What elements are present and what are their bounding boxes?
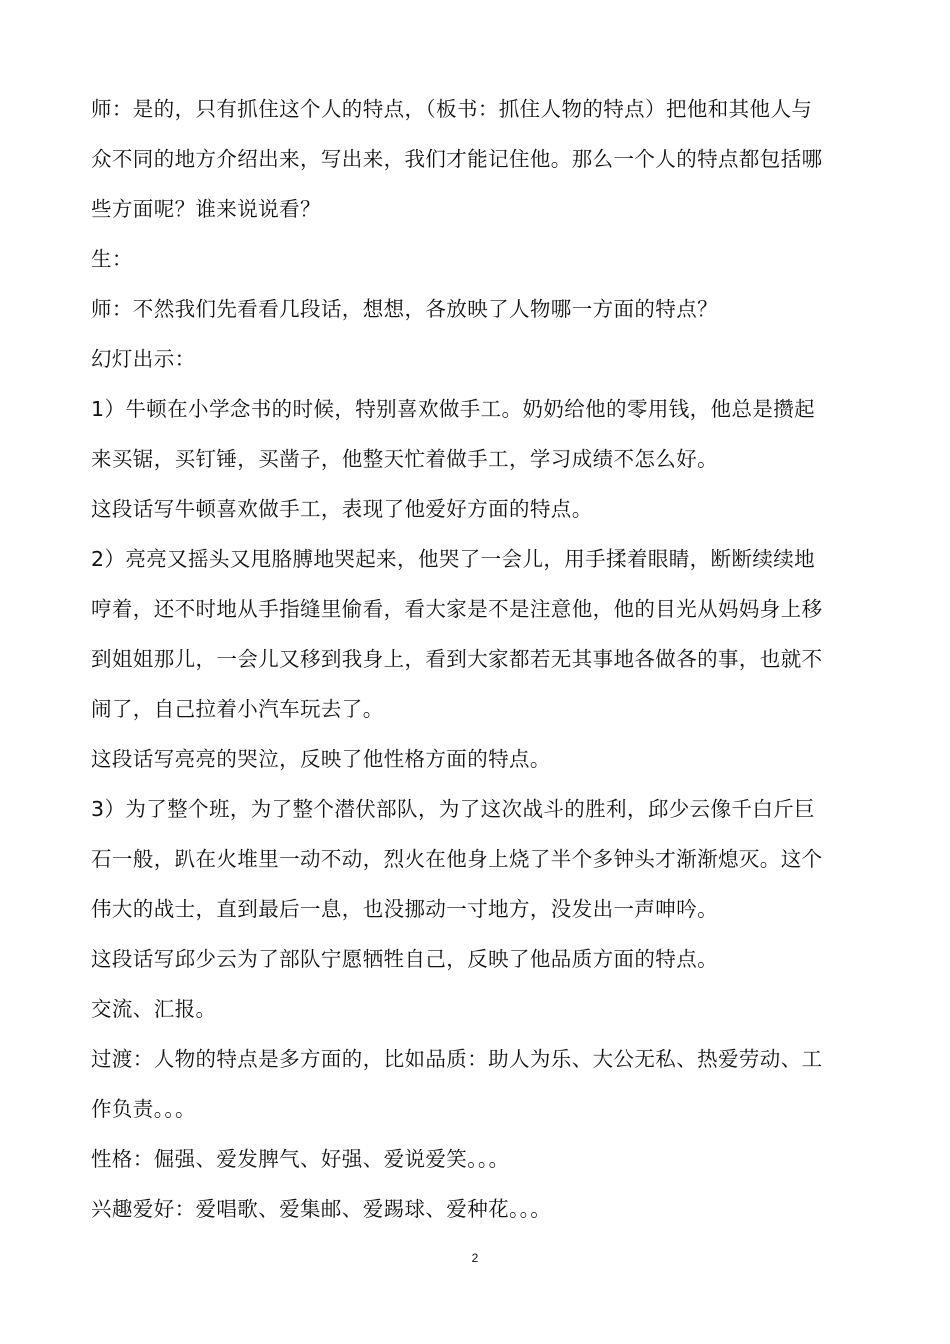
text-line: 兴趣爱好：爱唱歌、爱集邮、爱踢球、爱种花。。。 (91, 1197, 552, 1221)
text-line: 1）牛顿在小学念书的时候，特别喜欢做手工。奶奶给他的零用钱，他总是攒起 (91, 397, 816, 421)
text-line: 石一般，趴在火堆里一动不动，烈火在他身上烧了半个多钟头才渐渐熄灭。这个 (91, 847, 823, 871)
text-line: 哼着，还不时地从手指缝里偷看，看大家是不是注意他，他的目光从妈妈身上移 (91, 597, 823, 621)
text-line: 师：是的，只有抓住这个人的特点，（板书：抓住人物的特点）把他和其他人与 (91, 97, 813, 121)
text-line: 这段话写邱少云为了部队宁愿牺牲自己，反映了他品质方面的特点。 (91, 947, 718, 971)
text-line: 性格：倔强、爱发脾气、好强、爱说爱笑。。。 (91, 1147, 510, 1171)
text-line: 众不同的地方介绍出来，写出来，我们才能记住他。那么一个人的特点都包括哪 (91, 147, 823, 171)
text-line: 交流、汇报。 (91, 997, 217, 1021)
text-line: 3）为了整个班，为了整个潜伏部队，为了这次战斗的胜利，邱少云像千白斤巨 (91, 797, 816, 821)
text-line: 师：不然我们先看看几段话，想想，各放映了人物哪一方面的特点？ (91, 297, 718, 321)
text-line: 过渡：人物的特点是多方面的，比如品质：助人为乐、大公无私、热爱劳动、工 (91, 1047, 823, 1071)
text-line: 来买锯，买钉锤，买凿子，他整天忙着做手工，学习成绩不怎么好。 (91, 447, 718, 471)
text-line: 闹了，自己拉着小汽车玩去了。 (91, 697, 384, 721)
text-line: 这段话写亮亮的哭泣，反映了他性格方面的特点。 (91, 747, 551, 771)
text-line: 些方面呢？谁来说说看？ (91, 197, 321, 221)
text-line: 这段话写牛顿喜欢做手工，表现了他爱好方面的特点。 (91, 497, 593, 521)
page-number: 2 (471, 1251, 479, 1265)
text-line: 伟大的战士，直到最后一息，也没挪动一寸地方，没发出一声呻吟。 (91, 897, 718, 921)
text-line: 2）亮亮又摇头又甩胳膊地哭起来，他哭了一会儿，用手揉着眼睛，断断续续地 (91, 547, 816, 571)
text-line: 作负责。。。 (91, 1097, 196, 1121)
text-line: 生： (91, 247, 133, 271)
text-line: 到姐姐那儿，一会儿又移到我身上，看到大家都若无其事地各做各的事，也就不 (91, 647, 823, 671)
text-line: 幻灯出示： (91, 347, 196, 371)
